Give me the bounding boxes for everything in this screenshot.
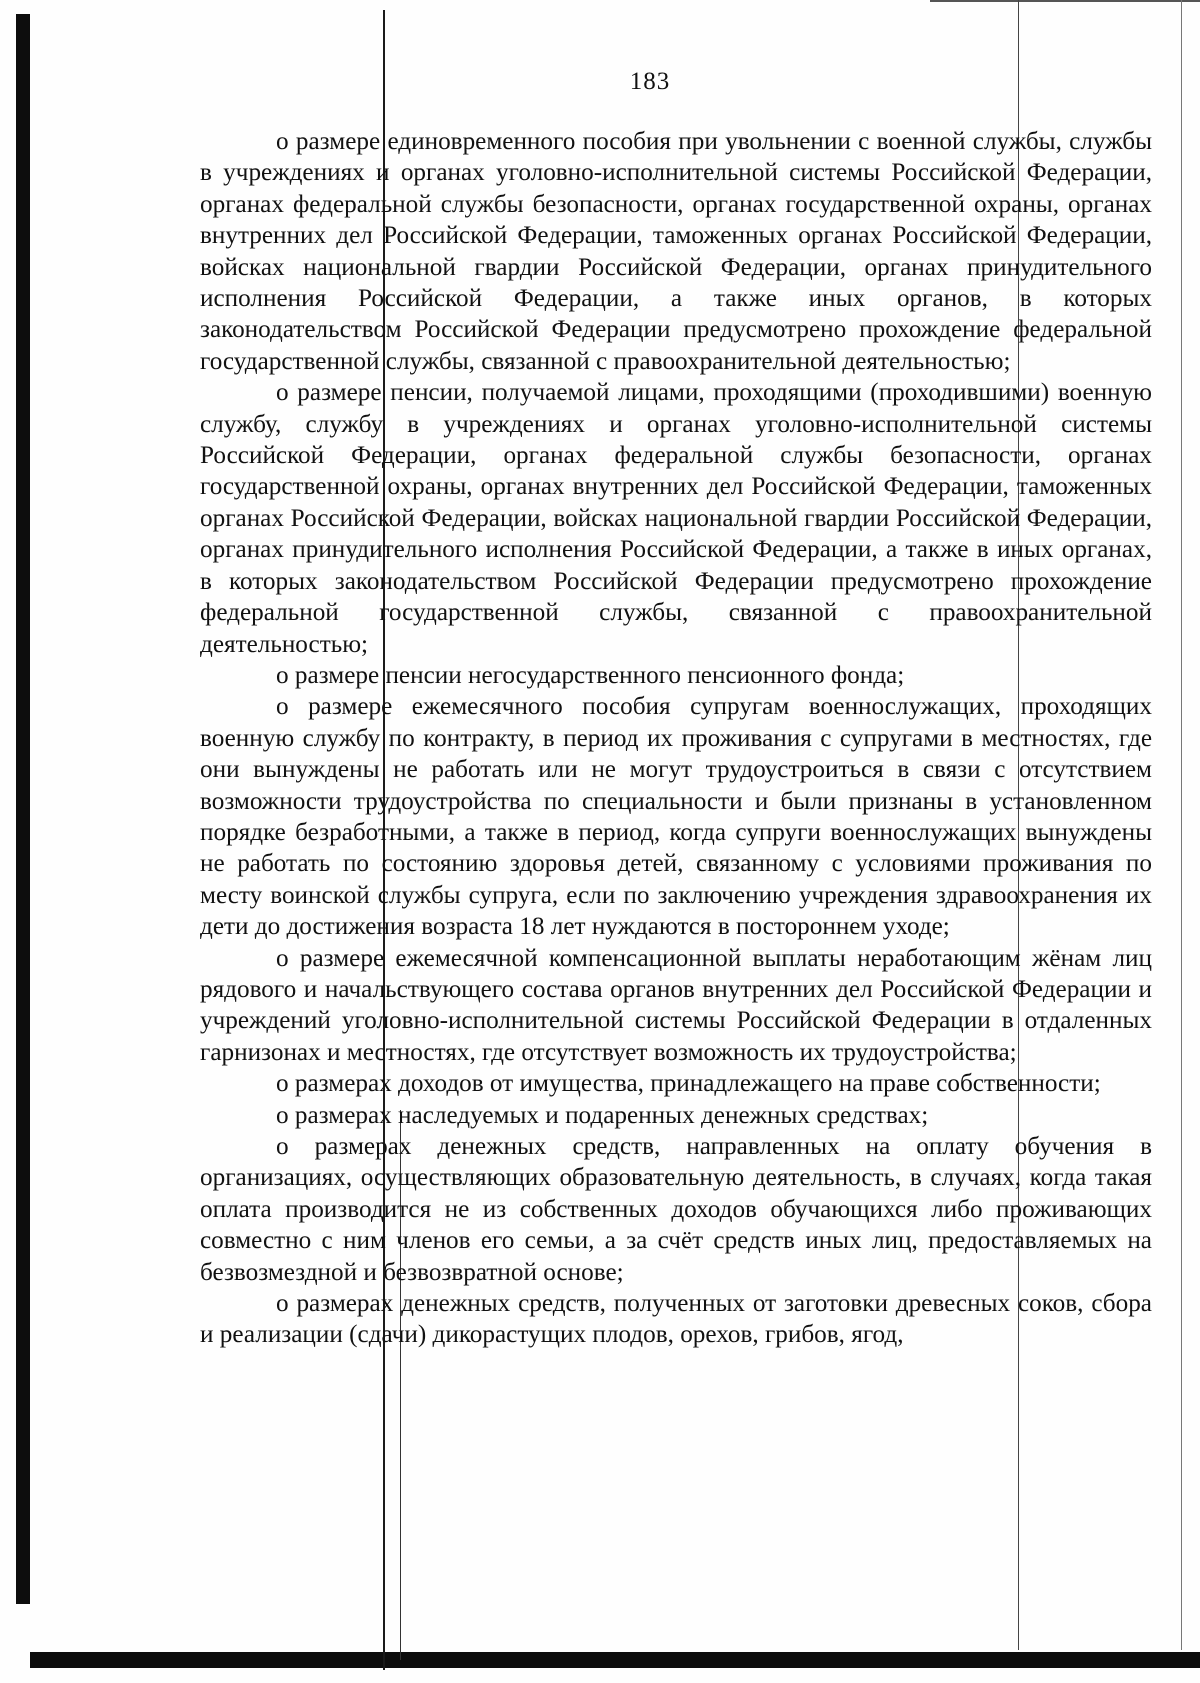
- paragraph: о размере пенсии негосударственного пенсионного фонда;: [276, 661, 905, 689]
- body-text: [200, 126, 1152, 1351]
- paragraph: о размерах наследуемых и подаренных денежных средствах;: [276, 1101, 929, 1129]
- scan-edge-left: [16, 14, 30, 1604]
- scan-line: [1181, 0, 1182, 1650]
- paragraph: о размере ежемесячного пособия супругам военнослужащих, проходящих военную службу по контракту, в период их проживания с супругами в местностях, где они вынуждены не работать или не могут трудоустроиться в связи с отсутствием возможности трудоустройства по специальности и были признаны в установленном порядке безработными, а также в период, когда супруги военнослужащих вынуждены не работать по состоянию здоровья детей, связанному с условиями проживания по месту воинской службы супруга, если по заключению учреждения здравоохранения их дети до достижения возраста 18 лет нуждаются в постороннем уходе;: [200, 693, 1152, 941]
- paragraph: о размерах денежных средств, полученных от заготовки древесных соков, сбора и реализации (сдачи) дикорастущих плодов, орехов, грибов, ягод,: [200, 1290, 1152, 1349]
- paragraph: о размере пенсии, получаемой лицами, проходящими (проходившими) военную службу, службу в учреждениях и органах уголовно-исполнительной системы Российской Федерации, органах федеральной службы безопасности, органах государственной охраны, органах внутренних дел Российской Федерации, таможенных органах Российской Федерации, войсках национальной гвардии Российской Федерации, органах принудительного исполнения Российской Федерации, а также в иных органах, в которых законодательством Российской Федерации предусмотрено прохождение федеральной государственной службы, связанной с правоохранительной деятельностью;: [200, 379, 1152, 658]
- paragraph: о размерах доходов от имущества, принадлежащего на праве собственности;: [276, 1070, 1101, 1098]
- paragraph: о размере единовременного пособия при увольнении с военной службы, службы в учреждениях и органах уголовно-исполнительной системы Российской Федерации, органах федеральной службы безопасности, органах государственной охраны, органах внутренних дел Российской Федерации, таможенных органах Российской Федерации, войсках национальной гвардии Российской Федерации, органах принудительного исполнения Российской Федерации, а также иных органов, в которых законодательством Российской Федерации предусмотрено прохождение федеральной государственной службы, связанной с правоохранительной деятельностью;: [200, 128, 1152, 375]
- scan-edge-bottom: [30, 1652, 1200, 1668]
- page-number: 183: [629, 68, 671, 95]
- paragraph: о размере ежемесячной компенсационной выплаты неработающим жёнам лиц рядового и начальствующего состава органов внутренних дел Российской Федерации и учреждений уголовно-исполнительной системы Российской Федерации в отдаленных гарнизонах и местностях, где отсутствует возможность их трудоустройства;: [200, 944, 1152, 1066]
- paragraph: о размерах денежных средств, направленных на оплату обучения в организациях, осуществляющих образовательную деятельность, в случаях, когда такая оплата производится не из собственных доходов обучающихся либо проживающих совместно с ним членов его семьи, а за счёт средств иных лиц, предоставляемых на безвозмездной и безвозвратной основе;: [200, 1133, 1152, 1286]
- scan-rule-top: [930, 0, 1200, 2]
